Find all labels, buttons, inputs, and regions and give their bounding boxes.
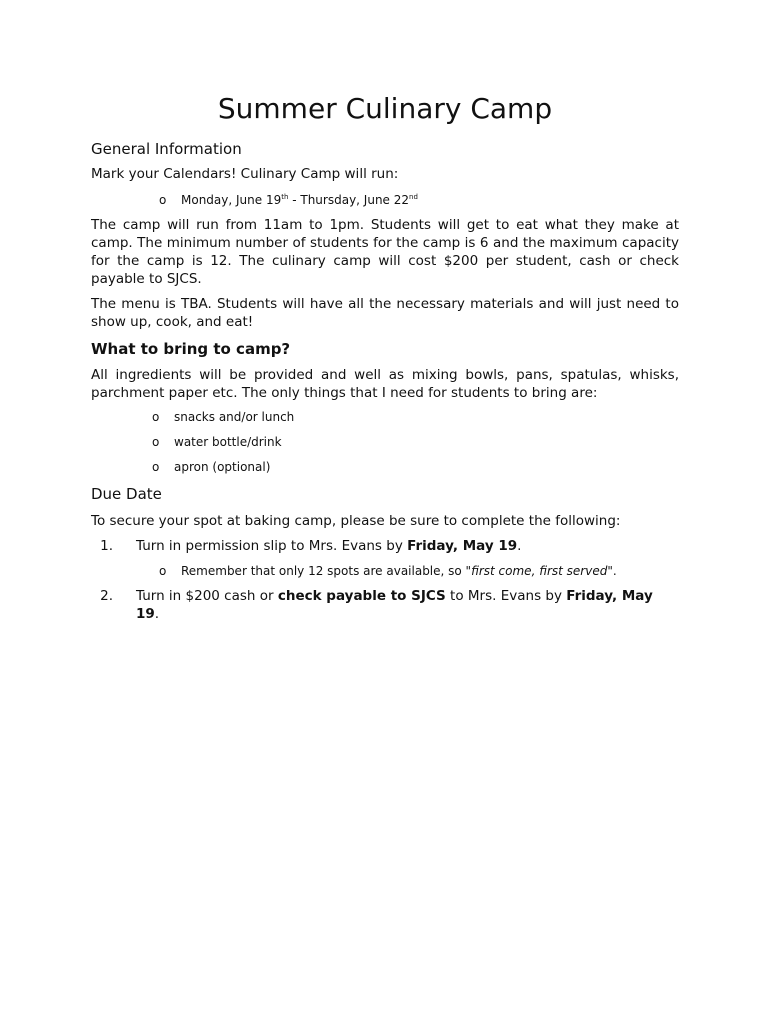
- step-deadline-day: 19: [136, 606, 155, 622]
- step-text-end: .: [154, 606, 160, 622]
- bullet-marker: o: [159, 193, 167, 207]
- step-number: 1.: [100, 538, 113, 554]
- due-date-intro: To secure your spot at baking camp, please be sure to complete the following:: [91, 513, 621, 529]
- start-date: Monday, June 19: [181, 193, 282, 207]
- note-text-end: ".: [607, 564, 617, 578]
- numbered-step-2: [91, 587, 679, 623]
- end-date-suffix: nd: [409, 193, 418, 201]
- bullet-marker: o: [159, 564, 167, 578]
- step-text-plain: Turn in $200 cash or: [136, 588, 278, 604]
- step-text-end: .: [517, 538, 522, 554]
- bring-item-text: snacks and/or lunch: [174, 410, 295, 424]
- camp-details-paragraph: The camp will run from 11am to 1pm. Students will get to eat what they make at camp. The minimum number of students for the camp is 6 and the maximum capacity for the camp is 12. The culinary camp will cost $200 per student, cash or check payable to SJCS.: [91, 217, 679, 287]
- step-text-plain: Turn in permission slip to Mrs. Evans by: [136, 538, 408, 554]
- due-date-heading: Due Date: [91, 485, 162, 503]
- bullet-marker: o: [152, 460, 160, 474]
- numbered-step-1: [91, 537, 679, 555]
- end-date: - Thursday, June 22: [288, 193, 410, 207]
- spots-note-bullet: [159, 563, 617, 579]
- step-text: [136, 587, 679, 623]
- bullet-marker: o: [152, 410, 160, 424]
- bring-item: [152, 459, 270, 475]
- menu-paragraph: The menu is TBA. Students will have all the necessary materials and will just need to show up, cook, and eat!: [91, 296, 679, 330]
- step-deadline: Friday, May: [566, 588, 653, 604]
- step-text-plain: to Mrs. Evans by: [445, 588, 567, 604]
- bullet-marker: o: [152, 435, 160, 449]
- step-number: 2.: [100, 588, 113, 604]
- start-date-suffix: th: [281, 193, 289, 201]
- bring-item: [152, 434, 282, 450]
- bring-item: [152, 409, 294, 425]
- note-text: Remember that only 12 spots are available, so ": [181, 564, 472, 578]
- what-to-bring-heading: What to bring to camp?: [91, 340, 291, 358]
- general-information-heading: General Information: [91, 140, 242, 158]
- bring-item-text: apron (optional): [174, 460, 271, 474]
- dates-bullet: [159, 192, 418, 208]
- page-title: Summer Culinary Camp: [217, 92, 553, 125]
- payment-method: check payable to SJCS: [277, 588, 446, 604]
- step-deadline: Friday, May 19: [407, 538, 518, 554]
- step-text: [136, 537, 521, 555]
- calendar-intro-text: Mark your Calendars! Culinary Camp will run:: [91, 166, 399, 182]
- bring-item-text: water bottle/drink: [174, 435, 282, 449]
- what-to-bring-paragraph: All ingredients will be provided and well as mixing bowls, pans, spatulas, whisks, parchment paper etc. The only things that I need for students to bring are:: [91, 367, 679, 401]
- note-emphasis: first come, first served: [471, 564, 608, 578]
